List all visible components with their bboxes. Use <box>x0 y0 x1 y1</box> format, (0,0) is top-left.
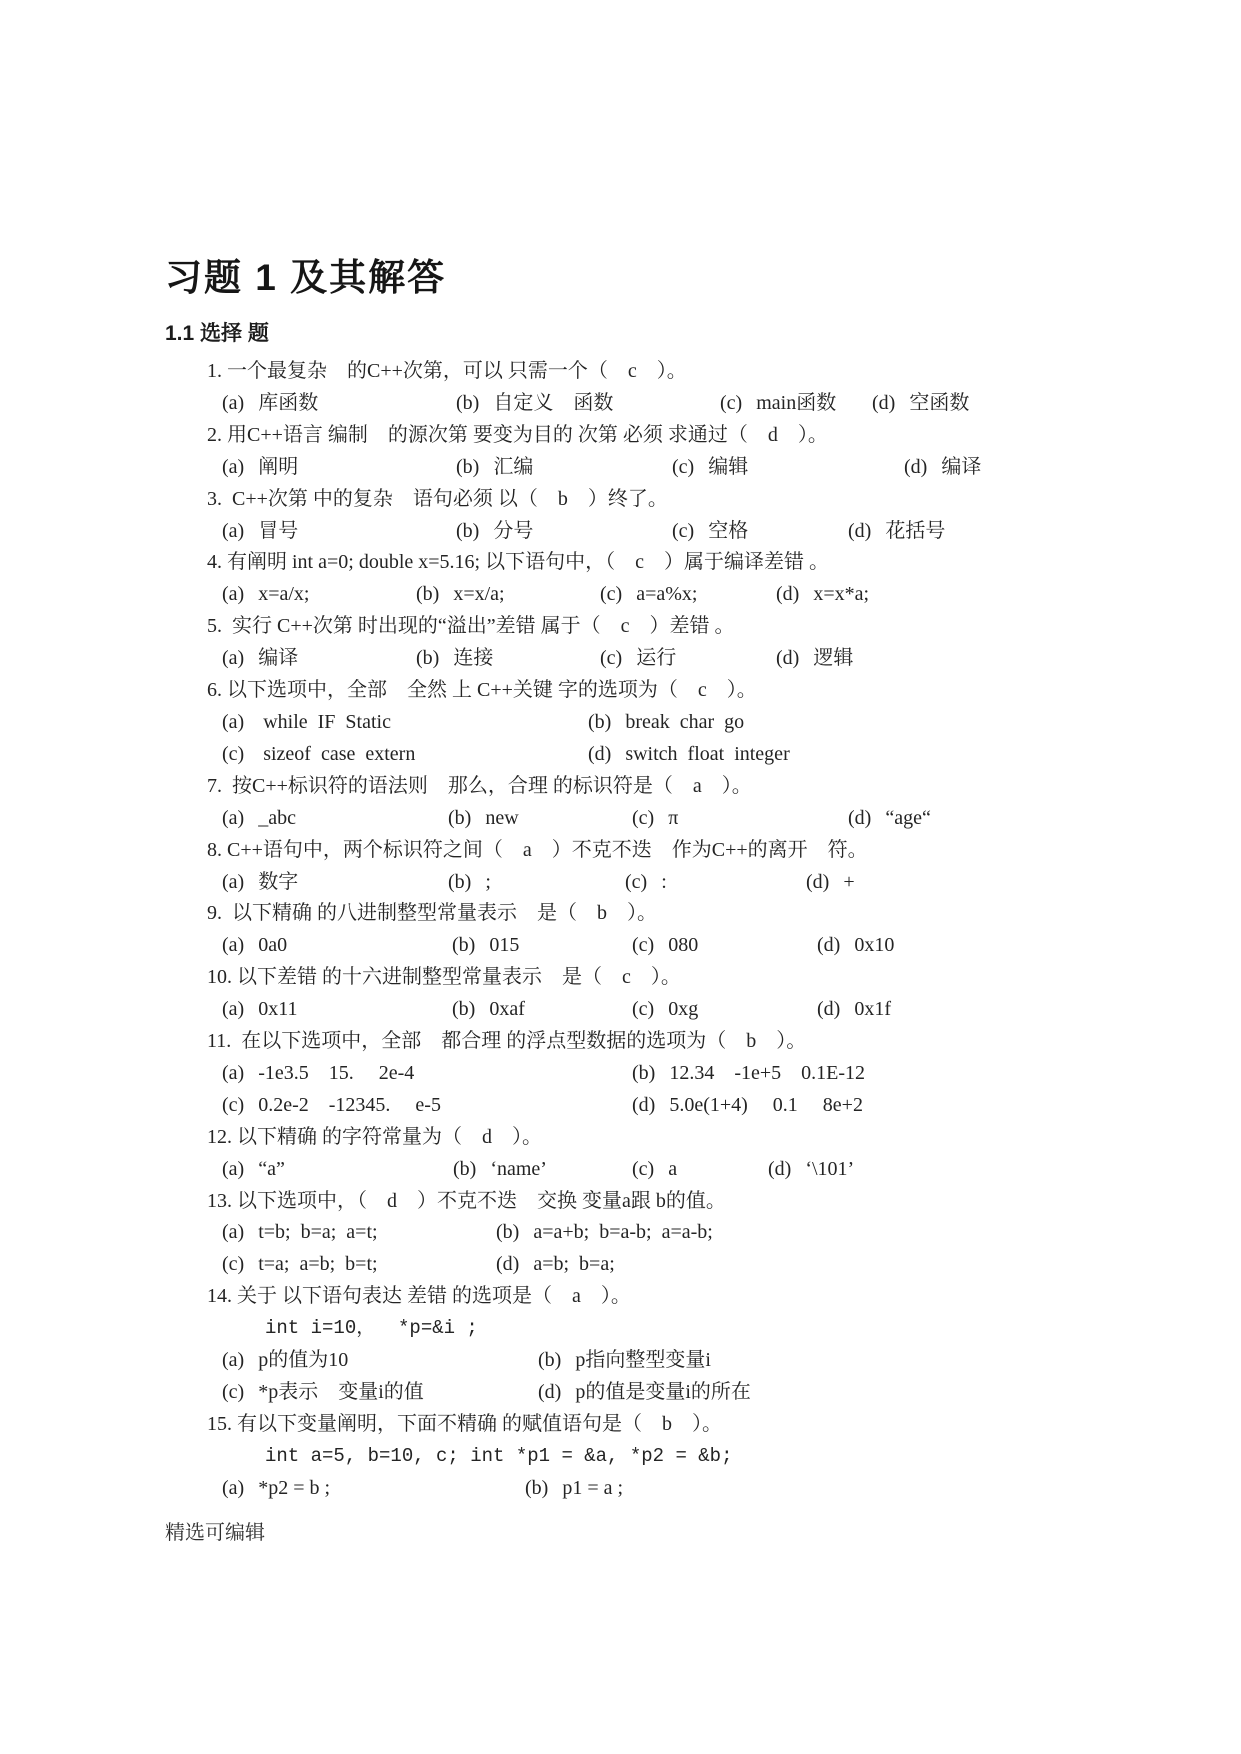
option-text: : <box>661 870 667 893</box>
option-a <box>222 1345 538 1377</box>
option-b <box>456 452 672 484</box>
option-label: (d) <box>768 1157 792 1180</box>
option-text: 库函数 <box>258 391 319 414</box>
question-stem: 2. 用C++语言 编制 的源次第 要变为目的 次第 必须 求通过（ d ）。 <box>207 423 828 446</box>
option-text: a=a+b; b=a-b; a=a-b; <box>533 1221 713 1244</box>
option-label: (a) <box>222 806 245 829</box>
option-label: (d) <box>776 647 800 670</box>
option-text: x=x*a; <box>813 583 870 606</box>
option-text: 编译 <box>941 455 982 478</box>
option-b <box>525 1473 623 1505</box>
question-stem: 3. C++次第 中的复杂 语句必须 以（ b ）终了。 <box>207 487 668 510</box>
option-b <box>448 867 625 899</box>
option-label: (d) <box>848 806 872 829</box>
option-text: 连接 <box>453 647 494 670</box>
option-a <box>222 867 448 899</box>
option-text: 0a0 <box>258 934 288 957</box>
option-label: (d) <box>588 742 612 765</box>
options-row <box>165 388 1165 420</box>
option-text: 编译 <box>258 647 299 670</box>
option-label: (a) <box>222 934 245 957</box>
question-stem: 10. 以下差错 的十六进制整型常量表示 是（ c ）。 <box>207 966 681 989</box>
option-label: (c) <box>632 998 655 1021</box>
option-c <box>600 579 776 611</box>
option-label: (c) <box>222 1093 245 1116</box>
option-label: (c) <box>632 1157 655 1180</box>
option-label: (a) <box>222 519 245 542</box>
option-label: (b) <box>452 934 476 957</box>
option-label: (b) <box>588 710 612 733</box>
option-text: 冒号 <box>258 519 299 542</box>
option-label: (a) <box>222 455 245 478</box>
option-c <box>222 1249 496 1281</box>
option-a <box>222 1154 453 1186</box>
option-b <box>538 1345 711 1377</box>
option-d <box>496 1249 615 1281</box>
option-a <box>222 516 456 548</box>
options-row <box>165 1249 1165 1281</box>
option-b <box>588 707 744 739</box>
option-text: main函数 <box>756 391 837 414</box>
option-label: (c) <box>222 1381 245 1403</box>
option-text: new <box>485 806 519 829</box>
option-label: (d) <box>496 1253 520 1276</box>
option-label: (b) <box>453 1157 477 1180</box>
question-stem: 15. 有以下变量阐明，下面不精确 的赋值语句是（ b ）。 <box>207 1412 722 1435</box>
option-c <box>222 1090 632 1122</box>
option-a <box>222 388 456 420</box>
option-a <box>222 1473 525 1505</box>
option-c <box>632 994 817 1026</box>
option-text: while IF Static <box>258 710 391 733</box>
option-text: p的值为10 <box>258 1349 349 1372</box>
option-label: (b) <box>448 870 472 893</box>
option-c <box>222 739 588 771</box>
option-text: a=a%x; <box>636 583 698 606</box>
option-d <box>768 1154 854 1186</box>
option-text: + <box>843 870 855 893</box>
question-stem: 12. 以下精确 的字符常量为（ d ）。 <box>207 1125 542 1148</box>
question-stem: 4. 有阐明 int a=0; double x=5.16; 以下语句中，（ c ）属于编译差错 。 <box>207 551 829 574</box>
option-d <box>848 516 945 548</box>
option-text: 编辑 <box>708 455 749 478</box>
option-b <box>452 930 632 962</box>
option-label: (a) <box>222 391 245 414</box>
option-c <box>625 867 806 899</box>
option-text: 运行 <box>636 647 677 670</box>
option-a <box>222 930 452 962</box>
code-line: int a=5, b=10, c; int *p1 = &a, *p2 = &b; <box>265 1444 733 1467</box>
option-text: *p2 = b ; <box>258 1476 331 1499</box>
option-label: (a) <box>222 1476 245 1499</box>
option-text: x=x/a; <box>453 583 505 606</box>
options-row <box>165 739 1165 771</box>
option-c <box>222 1377 538 1409</box>
question-stem: 7. 按C++标识符的语法则 那么，合理 的标识符是（ a ）。 <box>207 774 752 797</box>
option-c <box>600 643 776 675</box>
code-line: int i=10， *p=&i ; <box>265 1317 478 1340</box>
options-row <box>165 1090 1165 1122</box>
option-label: (c) <box>222 1253 245 1276</box>
question-list <box>165 356 1165 1505</box>
options-row <box>165 1058 1165 1090</box>
option-d <box>776 643 853 675</box>
option-label: (c) <box>600 647 623 670</box>
option-b <box>448 803 632 835</box>
option-label: (c) <box>632 934 655 957</box>
option-text: 015 <box>489 934 520 957</box>
option-a <box>222 803 448 835</box>
option-text: 12.34 -1e+5 0.1E-12 <box>669 1061 866 1084</box>
option-b <box>452 994 632 1026</box>
option-c <box>672 516 848 548</box>
options-row <box>165 1377 1165 1409</box>
option-text: x=a/x; <box>258 583 310 606</box>
option-a <box>222 579 416 611</box>
option-text: “a” <box>258 1157 285 1180</box>
page-title: 习题 1 及其解答 <box>165 257 447 298</box>
question-stem: 6. 以下选项中，全部 全然 上 C++关键 字的选项为（ c ）。 <box>207 679 757 702</box>
option-text: 5.0e(1+4) 0.1 8e+2 <box>669 1093 863 1116</box>
options-row <box>165 803 1165 835</box>
option-text: 阐明 <box>258 455 299 478</box>
option-c <box>632 803 848 835</box>
option-label: (d) <box>806 870 830 893</box>
option-d <box>776 579 869 611</box>
option-text: 080 <box>668 934 699 957</box>
option-label: (a) <box>222 998 245 1021</box>
option-label: (d) <box>776 583 800 606</box>
option-label: (a) <box>222 710 245 733</box>
option-text: a <box>668 1157 678 1180</box>
option-d <box>806 867 855 899</box>
option-text: 汇编 <box>493 455 534 478</box>
option-b <box>453 1154 632 1186</box>
option-label: (a) <box>222 1221 245 1244</box>
option-label: (b) <box>456 519 480 542</box>
options-row <box>165 1345 1165 1377</box>
option-b <box>456 388 720 420</box>
option-text: p的值是变量i的所在 <box>575 1381 751 1403</box>
option-text: 分号 <box>493 519 534 542</box>
option-c <box>720 388 872 420</box>
option-text: p1 = a ; <box>562 1476 624 1499</box>
option-b <box>456 516 672 548</box>
option-text: 空函数 <box>909 391 970 414</box>
option-text: ; <box>485 870 491 893</box>
option-c <box>632 930 817 962</box>
option-d <box>848 803 931 835</box>
option-d <box>817 994 891 1026</box>
options-row <box>165 452 1165 484</box>
option-label: (d) <box>904 455 928 478</box>
option-label: (a) <box>222 583 245 606</box>
question-stem: 11. 在以下选项中，全部 都合理 的浮点型数据的选项为（ b ）。 <box>207 1030 807 1053</box>
option-label: (b) <box>525 1476 549 1499</box>
option-text: 空格 <box>708 519 749 542</box>
options-row <box>165 1154 1165 1186</box>
footer-note: 精选可编辑 <box>165 1522 265 1544</box>
option-label: (b) <box>496 1221 520 1244</box>
option-text: a=b; b=a; <box>533 1253 615 1276</box>
question-stem: 13. 以下选项中，（ d ）不克不迭 交换 变量a跟 b的值。 <box>207 1189 726 1212</box>
option-label: (d) <box>848 519 872 542</box>
options-row <box>165 579 1165 611</box>
option-label: (d) <box>817 998 841 1021</box>
option-text: p指向整型变量i <box>575 1349 711 1372</box>
option-c <box>632 1154 768 1186</box>
option-text: π <box>668 806 679 829</box>
option-label: (d) <box>538 1381 562 1403</box>
option-label: (d) <box>632 1093 656 1116</box>
option-d <box>538 1377 751 1409</box>
option-label: (b) <box>416 647 440 670</box>
option-label: (b) <box>538 1349 562 1372</box>
option-label: (c) <box>720 391 743 414</box>
option-a <box>222 707 588 739</box>
question-stem: 5. 实行 C++次第 时出现的“溢出”差错 属于（ c ）差错 。 <box>207 615 735 638</box>
option-d <box>588 739 790 771</box>
question-stem: 8. C++语句中，两个标识符之间（ a ）不克不迭 作为C++的离开 符。 <box>207 838 868 861</box>
options-row <box>165 1217 1165 1249</box>
option-label: (a) <box>222 1157 245 1180</box>
option-b <box>416 643 600 675</box>
question-stem: 1. 一个最复杂 的C++次第，可以 只需一个（ c ）。 <box>207 360 687 382</box>
option-text: switch float integer <box>625 742 790 765</box>
option-text: t=a; a=b; b=t; <box>258 1253 378 1276</box>
option-text: 0xg <box>668 998 699 1021</box>
option-label: (b) <box>456 391 480 414</box>
option-d <box>872 388 969 420</box>
option-label: (b) <box>456 455 480 478</box>
option-d <box>817 930 894 962</box>
option-text: 0xaf <box>489 998 525 1021</box>
option-text: ‘name’ <box>490 1157 547 1180</box>
option-label: (c) <box>222 742 245 765</box>
options-row <box>165 930 1165 962</box>
option-label: (d) <box>872 391 896 414</box>
section-heading: 1.1 选择 题 <box>165 322 269 345</box>
options-row <box>165 1473 1165 1505</box>
options-row <box>165 516 1165 548</box>
option-label: (c) <box>625 870 648 893</box>
option-text: 0x10 <box>854 934 895 957</box>
options-row <box>165 707 1165 739</box>
options-row <box>165 867 1165 899</box>
option-a <box>222 1217 496 1249</box>
option-label: (b) <box>452 998 476 1021</box>
option-a <box>222 452 456 484</box>
option-text: 数字 <box>258 870 299 893</box>
option-text: 花括号 <box>885 519 946 542</box>
option-label: (a) <box>222 647 245 670</box>
option-label: (b) <box>416 583 440 606</box>
option-text: 0x11 <box>258 998 298 1021</box>
option-text: break char go <box>625 710 745 733</box>
option-label: (c) <box>672 455 695 478</box>
option-label: (c) <box>672 519 695 542</box>
option-label: (d) <box>817 934 841 957</box>
option-text: ‘\101’ <box>805 1157 855 1180</box>
option-text: -1e3.5 15. 2e-4 <box>258 1061 415 1084</box>
question-stem: 9. 以下精确 的八进制整型常量表示 是（ b ）。 <box>207 902 657 925</box>
option-c <box>672 452 904 484</box>
question-stem: 14. 关于 以下语句表达 差错 的选项是（ a ）。 <box>207 1285 631 1308</box>
option-a <box>222 643 416 675</box>
options-row <box>165 994 1165 1026</box>
option-label: (a) <box>222 870 245 893</box>
option-label: (c) <box>600 583 623 606</box>
option-text: “age“ <box>885 806 931 829</box>
option-b <box>632 1058 865 1090</box>
option-text: 0x1f <box>854 998 891 1021</box>
option-text: t=b; b=a; a=t; <box>258 1221 378 1244</box>
option-text: sizeof case extern <box>258 742 416 765</box>
option-b <box>496 1217 713 1249</box>
option-d <box>904 452 981 484</box>
option-label: (b) <box>448 806 472 829</box>
option-label: (a) <box>222 1061 245 1084</box>
option-text: _abc <box>258 806 296 829</box>
options-row <box>165 643 1165 675</box>
option-text: 逻辑 <box>813 647 854 670</box>
option-text: 0.2e-2 -12345. e-5 <box>258 1093 441 1116</box>
option-label: (a) <box>222 1349 245 1372</box>
option-b <box>416 579 600 611</box>
option-a <box>222 1058 632 1090</box>
option-text: *p表示 变量i的值 <box>258 1381 424 1403</box>
option-d <box>632 1090 863 1122</box>
option-label: (c) <box>632 806 655 829</box>
option-label: (b) <box>632 1061 656 1084</box>
option-text: 自定义 函数 <box>493 391 614 414</box>
option-a <box>222 994 452 1026</box>
